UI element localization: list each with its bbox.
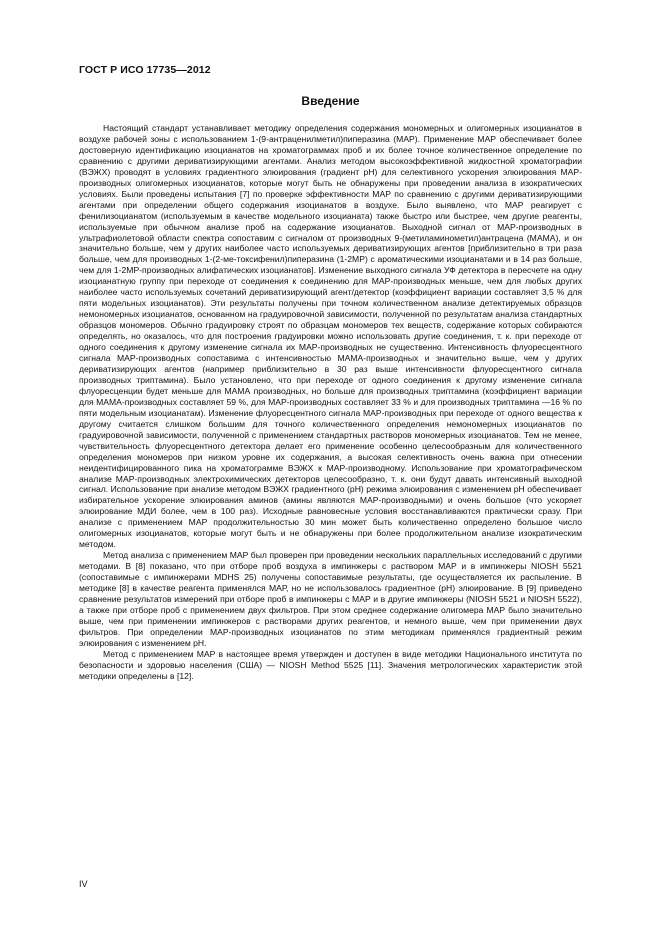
paragraph-2: Метод анализа с применением МАР был проверен при проведении нескольких параллельных исследований с другими методами. В [8] показано, что при отборе проб воздуха в импинжеры с раствором МАР и в импинжеры NIOSH 5521 (сопоставимые с импинжерами MDHS 25) получены сопоставимые результаты, где осуществляется их распыление. В методике [8] в качестве реагента применялся МАР, но не использовалось градиентное (рН) элюирование. В [9] приведено сравнение результатов измерений при отборе проб в импинжеры с МАР и в другие импинжеры (NIOSH 5521 и NIOSH 5522), а также при отборе проб с применением двух фильтров. При этом среднее содержание олигомера МАР было значительно выше, чем при применении импинжеров с растворами других реагентов, и немного выше, чем при применении двух фильтров. При определении МАР-производных изоцианатов по этим методикам применялся градиентный режим элюирования с изменением рН. <box>79 550 582 648</box>
section-title: Введение <box>301 94 360 108</box>
paragraph-1: Настоящий стандарт устанавливает методику определения содержания мономерных и олигомерных изоцианатов в воздухе рабочей зоны с использованием 1-(9-антраценилметил)пиперазина (МАР). Применение МАР обеспечивает более достоверную идентификацию изоцианатов на хроматограммах проб и их более точное количественное определение по сравнению с другими дериватизирующими агентами. Анализ методом высокоэффективной жидкостной хроматографии (ВЭЖХ) проводят в условиях градиентного элюирования (градиент рН) для селективного ускорения элюирования МАР-производных олигомерных изоцианатов, которые могут быть не обнаружены при проведении анализа в изократических условиях. Были проведены испытания [7] по проверке эффективности МАР по сравнению с другими дериватизирующими агентами при определении общего содержания изоцианатов в воздухе. Было выявлено, что МАР реагирует с фенилизоцианатом (используемым в качестве модельного изоцианата) также быстро или быстрее, чем другие реагенты, используемые при обычном анализе проб на содержание изоцианатов. Выходной сигнал от МАР-производных в ультрафиолетовой области спектра сопоставим с сигналом от производных 9-(метиламинометил)антрацена (МАМА), и он значительно больше, чем у других наиболее часто используемых дериватизирующих агентов [приблизительно в три раза больше, чем для производных 1-(2-ме-токсифенил)пиперазина (1-2МР) с ароматическими изоцианатами и в 14 раз больше, чем для 1-2МР-производных алифатических изоцианатов]. Изменение выходного сигнала УФ детектора в пересчете на одну изоцианатную группу при переходе от соединения к соединению для МАР-производных меньше, чем для любых других наиболее часто используемых сочетаний дериватизирующий агент/детектор (коэффициент вариации составляет 3,5 % для пяти модельных изоцианатов). Эти результаты получены при точном количественном анализе детектируемых образцов немономерных изоцианатов, основанном на градуировочной зависимости, полученной по результатам анализа стандартных образцов мономеров. Обычно градуировку строят по образцам мономеров тех веществ, содержание которых собираются определять, но оказалось, что для построения градуировки можно использовать другие соединения, т. к. при переходе от одного соединения к другому изменение сигнала их МАР-производных не существенно. Интенсивность флуоресцентного сигнала МАР-производных сопоставима с интенсивностью МАМА-производных и значительно выше, чем у других дериватизирующих агентов (например приблизительно в 30 раз выше интенсивности флуоресцентного сигнала производных триптамина). Было установлено, что при переходе от одного соединения к другому изменение сигнала флуоресценции будет меньше для МАМА производных, но больше для производных триптамина (коэффициент вариации для МАМА-производных составляет 59 %, для МАР-производных составляет 33 % и для производных триптамина —16 % по пяти модельным изоцианатам). Изменение флуоресцентного сигнала МАР-производных при переходе от одного вещества к другому считается слишком большим для точного количественного определения немономерных изоцианатов по градуировочной зависимости, полученной с применением стандартных растворов мономерных изоцианатов. Тем не менее, чувствительность флуоресцентного детектора делает его применение особенно целесообразным для количественного определения мономеров при низком уровне их содержания, а высокая селективность очень важна при отнесении неидентифицированного пика на хроматограмме ВЭЖХ к МАР-производному. Использование при хроматографическом анализе МАР-производных электрохимических детекторов целесообразно, т. к. они будут давать интенсивный выходной сигнал. Использование при анализе методом ВЭЖХ градиентного (рН) режима элюирования с изменением рН обеспечивает избирательное ускорение элюирования аминов (амины являются МАР-производными) и очень большое (что ускоряет элюирование МДИ более, чем в 100 раз). Исходные равновесные условия восстанавливаются практически сразу. При анализе с применением МАР продолжительностью 30 мин может быть количественно определено большое число олигомерных изоцианатов, которые могут быть и не обнаружены при более продолжительном анализе изократическим методом. <box>79 123 582 550</box>
document-header: ГОСТ Р ИСО 17735—2012 <box>79 64 211 76</box>
page-number: IV <box>79 879 88 889</box>
body-text <box>79 123 582 682</box>
paragraph-3: Метод с применением МАР в настоящее время утвержден и доступен в виде методики Национального института по безопасности и здоровью населения (США) — NIOSH Method 5525 [11]. Значения метрологических характеристик этой методики определены в [12]. <box>79 648 582 681</box>
